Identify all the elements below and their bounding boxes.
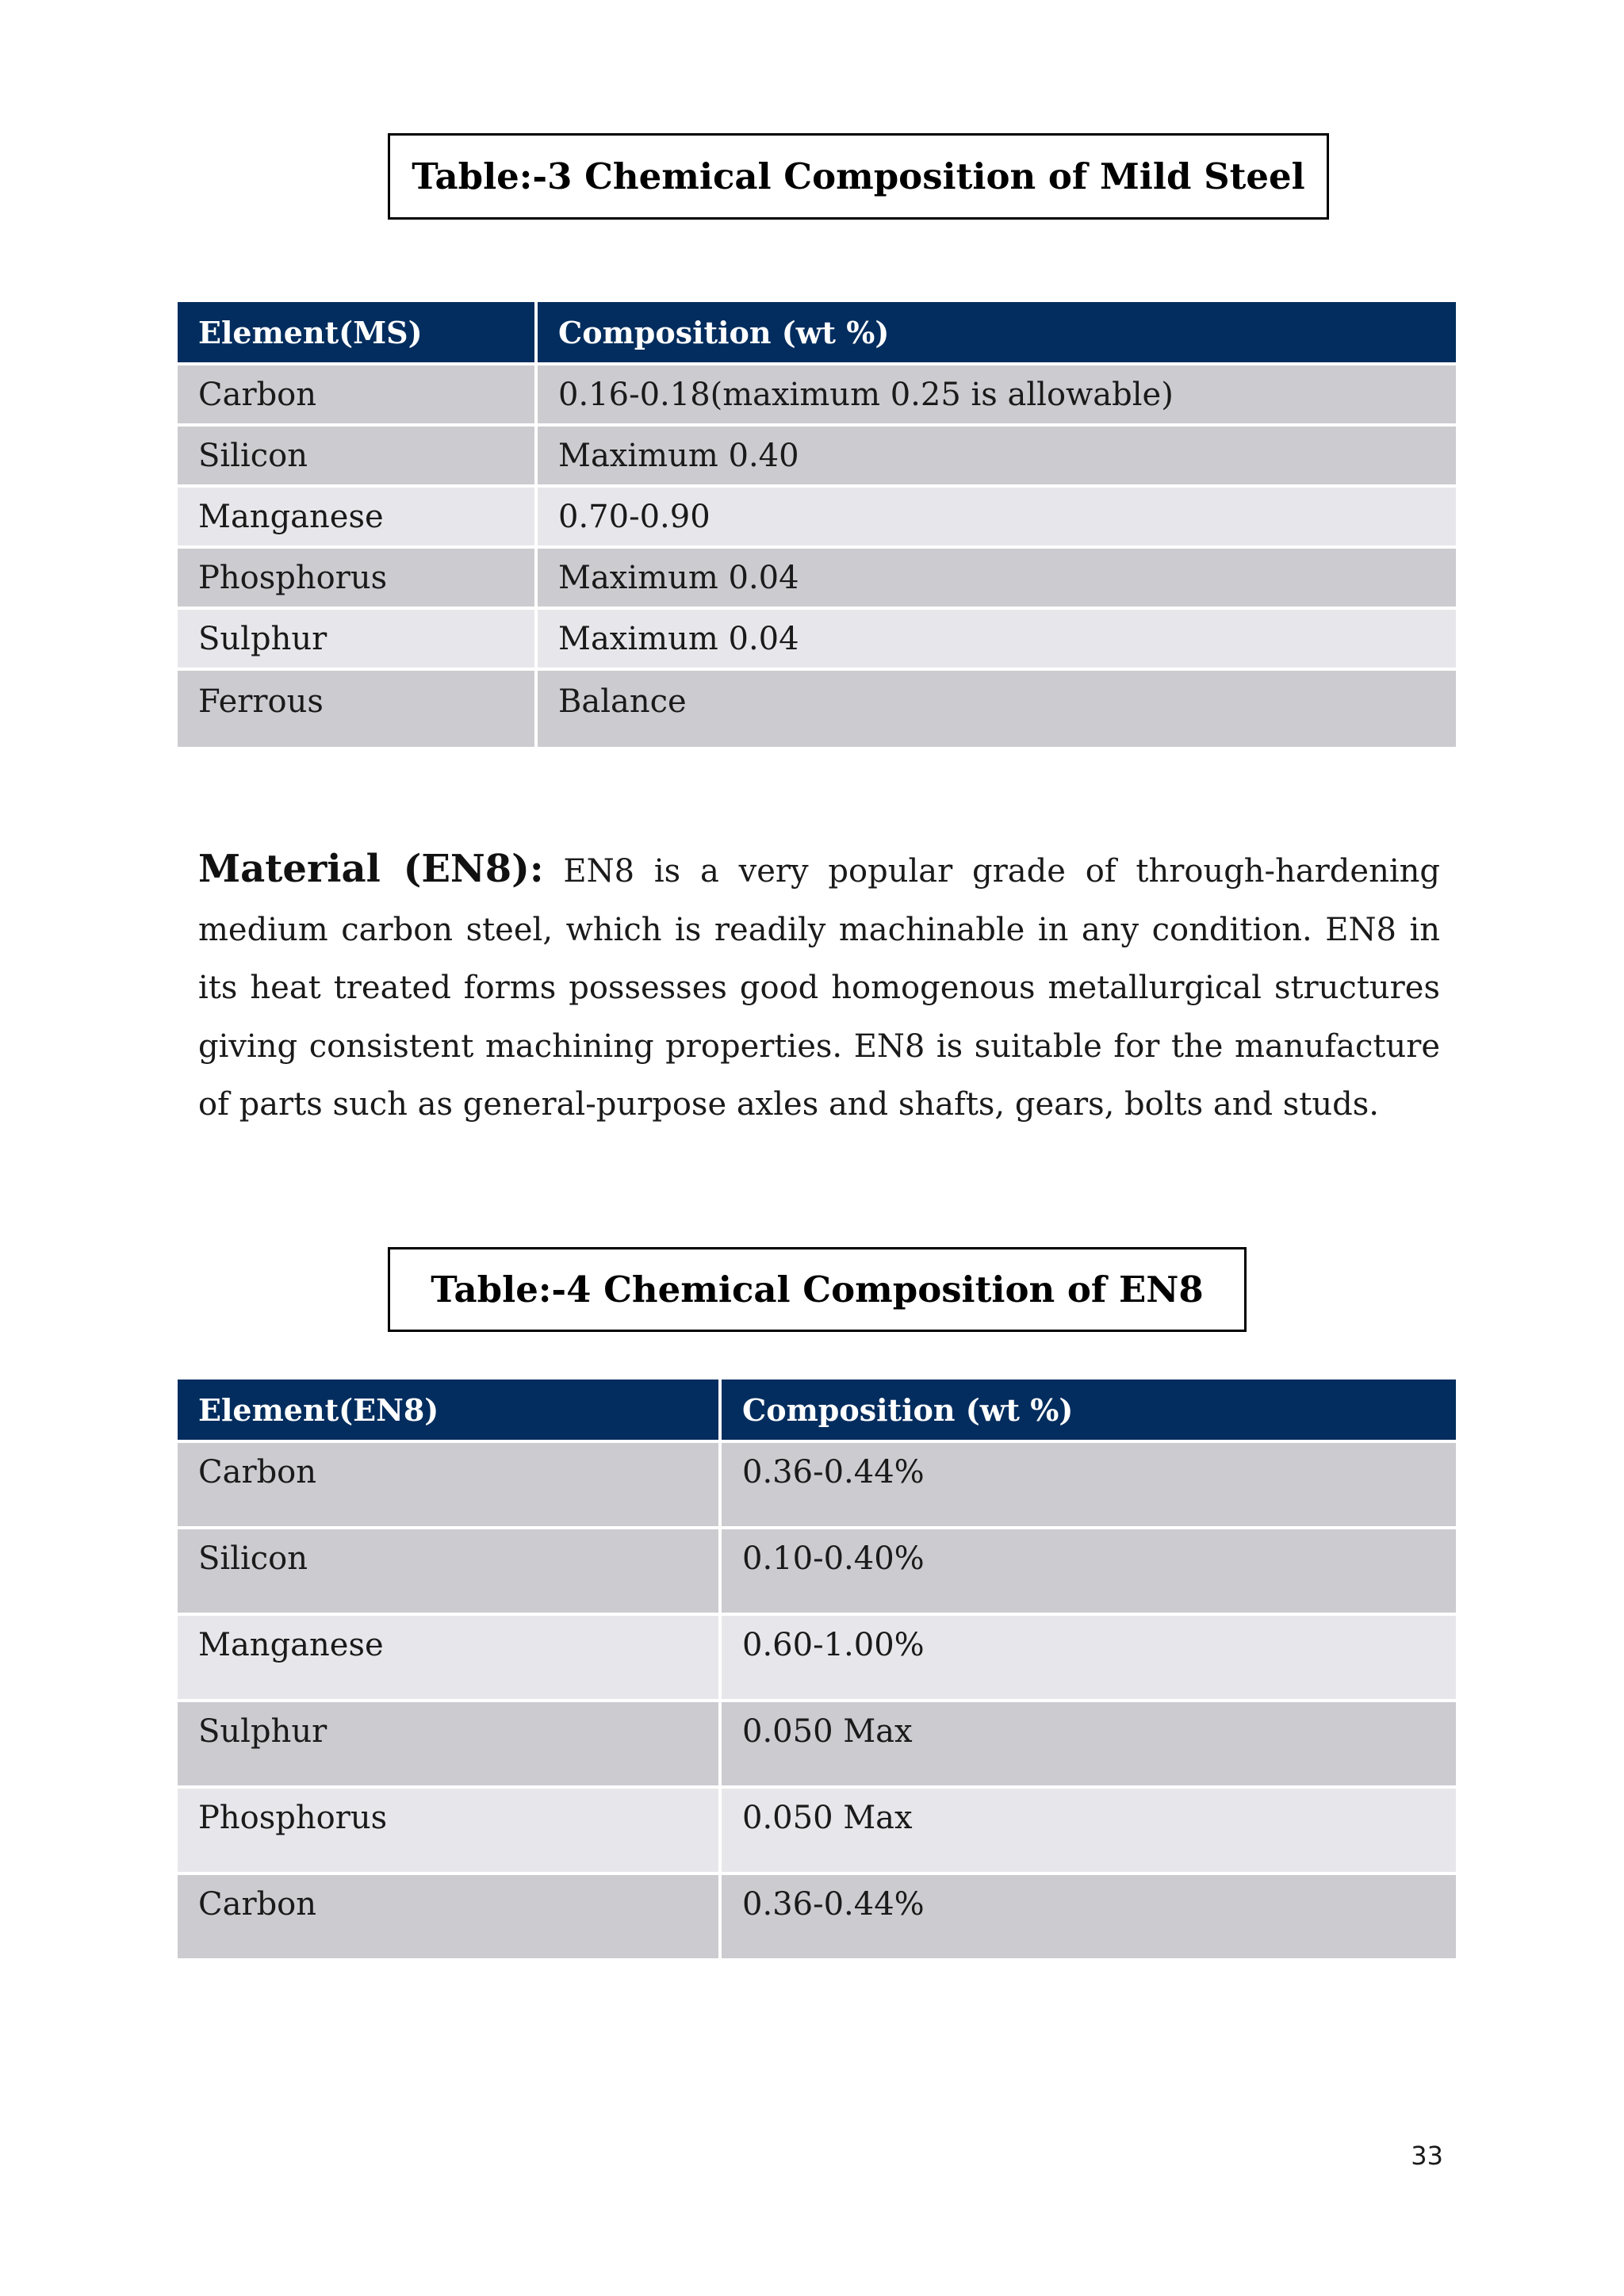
mild-steel-composition-table <box>178 302 1456 750</box>
en8-composition-table <box>178 1380 1456 1961</box>
table-row <box>178 1873 1456 1960</box>
paragraph-body-text: EN8 is a very popular grade of through-hardening medium carbon steel, which is readily machinable in any condition. EN8 in its heat treated forms possesses good homogenous metallurgical structures giving consistent machining properties. EN8 is suitable for the manufacture of parts such as general-purpose axles and shafts, gears, bolts and studs. <box>198 853 1441 1123</box>
table-row <box>178 1701 1456 1787</box>
table-row <box>178 669 1456 748</box>
element-cell: Manganese <box>178 1614 720 1701</box>
table-row <box>178 486 1456 547</box>
element-cell: Carbon <box>178 1441 720 1528</box>
paragraph-lead-heading: Material (EN8): <box>198 847 544 891</box>
composition-cell: 0.050 Max <box>720 1787 1456 1873</box>
table-row <box>178 1614 1456 1701</box>
table-row <box>178 1528 1456 1614</box>
element-cell: Silicon <box>178 425 536 486</box>
composition-cell: Balance <box>536 669 1456 748</box>
table-row <box>178 425 1456 486</box>
table-row <box>178 1787 1456 1873</box>
column-header-element: Element(EN8) <box>178 1380 720 1441</box>
composition-cell: 0.16-0.18(maximum 0.25 is allowable) <box>536 364 1456 425</box>
composition-cell: 0.60-1.00% <box>720 1614 1456 1701</box>
element-cell: Carbon <box>178 364 536 425</box>
composition-cell: 0.050 Max <box>720 1701 1456 1787</box>
element-cell: Ferrous <box>178 669 536 748</box>
table-row <box>178 1441 1456 1528</box>
composition-cell: 0.36-0.44% <box>720 1873 1456 1960</box>
element-cell: Manganese <box>178 486 536 547</box>
column-header-composition: Composition (wt %) <box>536 302 1456 364</box>
table-3-caption: Table:-3 Chemical Composition of Mild Steel <box>388 133 1329 220</box>
composition-cell: Maximum 0.04 <box>536 608 1456 669</box>
table-header-row <box>178 1380 1456 1441</box>
table-row <box>178 608 1456 669</box>
composition-cell: 0.36-0.44% <box>720 1441 1456 1528</box>
element-cell: Carbon <box>178 1873 720 1960</box>
element-cell: Sulphur <box>178 1701 720 1787</box>
element-cell: Silicon <box>178 1528 720 1614</box>
element-cell: Phosphorus <box>178 1787 720 1873</box>
element-cell: Sulphur <box>178 608 536 669</box>
table-row <box>178 364 1456 425</box>
composition-cell: Maximum 0.40 <box>536 425 1456 486</box>
element-cell: Phosphorus <box>178 547 536 608</box>
column-header-element: Element(MS) <box>178 302 536 364</box>
table-row <box>178 547 1456 608</box>
page-number: 33 <box>1411 2141 1443 2171</box>
composition-cell: Maximum 0.04 <box>536 547 1456 608</box>
table-4-caption: Table:-4 Chemical Composition of EN8 <box>388 1247 1247 1332</box>
composition-cell: 0.70-0.90 <box>536 486 1456 547</box>
material-en8-paragraph <box>198 840 1440 1135</box>
table-header-row <box>178 302 1456 364</box>
column-header-composition: Composition (wt %) <box>720 1380 1456 1441</box>
composition-cell: 0.10-0.40% <box>720 1528 1456 1614</box>
